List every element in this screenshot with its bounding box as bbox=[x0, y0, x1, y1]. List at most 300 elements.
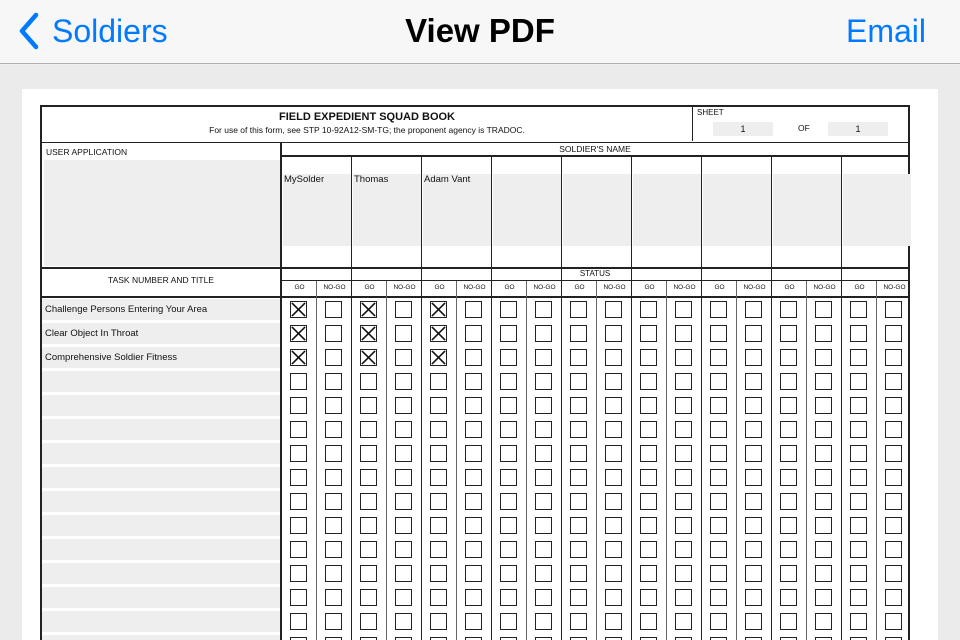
go-checkbox[interactable] bbox=[430, 493, 447, 510]
nogo-checkbox[interactable] bbox=[605, 541, 622, 558]
go-checkbox[interactable] bbox=[430, 445, 447, 462]
nogo-checkbox[interactable] bbox=[395, 589, 412, 606]
go-checkbox[interactable] bbox=[640, 349, 657, 366]
go-checkbox[interactable] bbox=[780, 493, 797, 510]
go-checkbox[interactable] bbox=[850, 397, 867, 414]
nogo-checkbox[interactable] bbox=[535, 301, 552, 318]
go-checkbox[interactable] bbox=[360, 397, 377, 414]
soldier-name-field[interactable] bbox=[563, 174, 631, 246]
nogo-checkbox[interactable] bbox=[325, 469, 342, 486]
task-title-field[interactable]: Clear Object In Throat bbox=[42, 323, 280, 344]
back-button-label: Soldiers bbox=[52, 12, 168, 49]
nogo-checkbox[interactable] bbox=[395, 349, 412, 366]
nogo-checkbox[interactable] bbox=[745, 517, 762, 534]
go-checkbox[interactable] bbox=[570, 421, 587, 438]
email-button[interactable]: Email bbox=[845, 12, 926, 49]
go-checkbox[interactable] bbox=[360, 589, 377, 606]
go-checkbox[interactable] bbox=[850, 613, 867, 630]
nogo-checkbox[interactable] bbox=[535, 517, 552, 534]
nogo-checkbox[interactable] bbox=[535, 349, 552, 366]
go-checkbox[interactable] bbox=[500, 469, 517, 486]
nogo-checkbox[interactable] bbox=[605, 301, 622, 318]
task-title-field[interactable] bbox=[42, 563, 280, 584]
nogo-checkbox[interactable] bbox=[535, 325, 552, 342]
nogo-checkbox[interactable] bbox=[745, 373, 762, 390]
nogo-checkbox[interactable] bbox=[325, 565, 342, 582]
go-checkbox[interactable] bbox=[430, 373, 447, 390]
go-checkbox[interactable] bbox=[430, 325, 447, 342]
go-checkbox[interactable] bbox=[640, 493, 657, 510]
go-checkbox[interactable] bbox=[360, 421, 377, 438]
go-checkbox[interactable] bbox=[290, 445, 307, 462]
go-checkbox[interactable] bbox=[290, 421, 307, 438]
go-checkbox[interactable] bbox=[640, 397, 657, 414]
nogo-checkbox[interactable] bbox=[605, 445, 622, 462]
go-checkbox[interactable] bbox=[850, 565, 867, 582]
nogo-checkbox[interactable] bbox=[745, 445, 762, 462]
nogo-checkbox[interactable] bbox=[815, 349, 832, 366]
nogo-checkbox[interactable] bbox=[885, 589, 902, 606]
nogo-checkbox[interactable] bbox=[815, 373, 832, 390]
page-title: View PDF bbox=[405, 12, 555, 49]
soldier-name-field[interactable] bbox=[773, 174, 841, 246]
go-label: GO bbox=[364, 284, 375, 291]
go-checkbox[interactable] bbox=[710, 589, 727, 606]
soldier-name-field[interactable] bbox=[843, 174, 911, 246]
nogo-checkbox[interactable] bbox=[395, 541, 412, 558]
soldier-name-field[interactable]: Thomas bbox=[353, 174, 421, 246]
go-checkbox[interactable] bbox=[500, 325, 517, 342]
nogo-checkbox[interactable] bbox=[395, 613, 412, 630]
go-checkbox[interactable] bbox=[640, 565, 657, 582]
nogo-checkbox[interactable] bbox=[465, 613, 482, 630]
go-checkbox[interactable] bbox=[640, 613, 657, 630]
task-title-field[interactable] bbox=[42, 587, 280, 608]
go-checkbox[interactable] bbox=[360, 517, 377, 534]
go-checkbox[interactable] bbox=[430, 301, 447, 318]
nogo-checkbox[interactable] bbox=[535, 493, 552, 510]
nogo-checkbox[interactable] bbox=[815, 613, 832, 630]
go-checkbox[interactable] bbox=[290, 301, 307, 318]
go-checkbox[interactable] bbox=[850, 325, 867, 342]
nogo-checkbox[interactable] bbox=[465, 517, 482, 534]
go-checkbox[interactable] bbox=[290, 325, 307, 342]
nogo-checkbox[interactable] bbox=[885, 373, 902, 390]
go-checkbox[interactable] bbox=[850, 421, 867, 438]
nogo-checkbox[interactable] bbox=[675, 493, 692, 510]
go-checkbox[interactable] bbox=[570, 397, 587, 414]
go-checkbox[interactable] bbox=[360, 469, 377, 486]
go-checkbox[interactable] bbox=[360, 445, 377, 462]
go-checkbox[interactable] bbox=[500, 301, 517, 318]
go-checkbox[interactable] bbox=[710, 421, 727, 438]
nogo-checkbox[interactable] bbox=[325, 349, 342, 366]
nogo-checkbox[interactable] bbox=[325, 421, 342, 438]
go-checkbox[interactable] bbox=[430, 349, 447, 366]
go-checkbox[interactable] bbox=[850, 349, 867, 366]
nogo-checkbox[interactable] bbox=[535, 469, 552, 486]
go-checkbox[interactable] bbox=[290, 565, 307, 582]
go-checkbox[interactable] bbox=[570, 325, 587, 342]
go-checkbox[interactable] bbox=[710, 493, 727, 510]
nogo-checkbox[interactable] bbox=[885, 301, 902, 318]
nogo-checkbox[interactable] bbox=[605, 349, 622, 366]
go-checkbox[interactable] bbox=[500, 397, 517, 414]
nogo-checkbox[interactable] bbox=[675, 613, 692, 630]
go-checkbox[interactable] bbox=[850, 493, 867, 510]
go-checkbox[interactable] bbox=[290, 493, 307, 510]
go-checkbox[interactable] bbox=[780, 301, 797, 318]
form-subtitle: For use of this form, see STP 10-92A12-SM-TG; the proponent agency is TRADOC. bbox=[209, 125, 525, 135]
go-checkbox[interactable] bbox=[850, 373, 867, 390]
nogo-checkbox[interactable] bbox=[885, 421, 902, 438]
nogo-checkbox[interactable] bbox=[325, 517, 342, 534]
nogo-checkbox[interactable] bbox=[465, 541, 482, 558]
nogo-checkbox[interactable] bbox=[675, 325, 692, 342]
go-checkbox[interactable] bbox=[360, 541, 377, 558]
go-checkbox[interactable] bbox=[290, 373, 307, 390]
nogo-checkbox[interactable] bbox=[675, 301, 692, 318]
nogo-checkbox[interactable] bbox=[465, 397, 482, 414]
divider bbox=[701, 155, 702, 640]
go-checkbox[interactable] bbox=[570, 373, 587, 390]
nogo-checkbox[interactable] bbox=[605, 325, 622, 342]
task-title-field[interactable]: Comprehensive Soldier Fitness bbox=[42, 347, 280, 368]
nogo-checkbox[interactable] bbox=[745, 469, 762, 486]
go-checkbox[interactable] bbox=[500, 589, 517, 606]
go-checkbox[interactable] bbox=[290, 541, 307, 558]
nogo-checkbox[interactable] bbox=[885, 565, 902, 582]
nogo-checkbox[interactable] bbox=[745, 397, 762, 414]
go-checkbox[interactable] bbox=[710, 517, 727, 534]
go-checkbox[interactable] bbox=[500, 565, 517, 582]
go-checkbox[interactable] bbox=[570, 445, 587, 462]
go-checkbox[interactable] bbox=[640, 541, 657, 558]
go-checkbox[interactable] bbox=[570, 541, 587, 558]
go-checkbox[interactable] bbox=[570, 493, 587, 510]
go-checkbox[interactable] bbox=[290, 469, 307, 486]
nogo-checkbox[interactable] bbox=[885, 469, 902, 486]
nogo-checkbox[interactable] bbox=[815, 397, 832, 414]
back-button[interactable] bbox=[14, 0, 168, 62]
go-checkbox[interactable] bbox=[710, 613, 727, 630]
nogo-checkbox[interactable] bbox=[815, 517, 832, 534]
nogo-checkbox[interactable] bbox=[535, 541, 552, 558]
go-checkbox[interactable] bbox=[780, 613, 797, 630]
go-checkbox[interactable] bbox=[780, 445, 797, 462]
go-checkbox[interactable] bbox=[710, 301, 727, 318]
go-checkbox[interactable] bbox=[500, 445, 517, 462]
go-checkbox[interactable] bbox=[570, 565, 587, 582]
nogo-checkbox[interactable] bbox=[325, 445, 342, 462]
go-checkbox[interactable] bbox=[640, 589, 657, 606]
nogo-checkbox[interactable] bbox=[675, 469, 692, 486]
nogo-checkbox[interactable] bbox=[535, 613, 552, 630]
nogo-checkbox[interactable] bbox=[885, 517, 902, 534]
soldier-name-field[interactable] bbox=[633, 174, 701, 246]
go-checkbox[interactable] bbox=[500, 613, 517, 630]
go-checkbox[interactable] bbox=[780, 421, 797, 438]
go-checkbox[interactable] bbox=[430, 541, 447, 558]
nogo-checkbox[interactable] bbox=[325, 301, 342, 318]
nogo-checkbox[interactable] bbox=[675, 445, 692, 462]
go-checkbox[interactable] bbox=[570, 301, 587, 318]
nogo-checkbox[interactable] bbox=[675, 541, 692, 558]
nogo-label: NO-GO bbox=[393, 284, 416, 291]
sheet-number-field[interactable]: 1 bbox=[713, 122, 773, 136]
go-checkbox[interactable] bbox=[780, 589, 797, 606]
nogo-checkbox[interactable] bbox=[395, 565, 412, 582]
go-checkbox[interactable] bbox=[290, 397, 307, 414]
nogo-checkbox[interactable] bbox=[605, 613, 622, 630]
nogo-checkbox[interactable] bbox=[605, 373, 622, 390]
go-checkbox[interactable] bbox=[430, 517, 447, 534]
go-checkbox[interactable] bbox=[780, 373, 797, 390]
nogo-checkbox[interactable] bbox=[605, 565, 622, 582]
nogo-checkbox[interactable] bbox=[885, 325, 902, 342]
nogo-checkbox[interactable] bbox=[325, 397, 342, 414]
go-checkbox[interactable] bbox=[640, 301, 657, 318]
divider bbox=[280, 143, 282, 640]
nogo-checkbox[interactable] bbox=[465, 421, 482, 438]
go-checkbox[interactable] bbox=[430, 469, 447, 486]
go-checkbox[interactable] bbox=[360, 301, 377, 318]
nogo-checkbox[interactable] bbox=[395, 445, 412, 462]
go-checkbox[interactable] bbox=[360, 493, 377, 510]
nogo-checkbox[interactable] bbox=[535, 445, 552, 462]
go-checkbox[interactable] bbox=[640, 325, 657, 342]
nogo-checkbox[interactable] bbox=[535, 421, 552, 438]
go-checkbox[interactable] bbox=[780, 565, 797, 582]
nogo-checkbox[interactable] bbox=[885, 613, 902, 630]
go-checkbox[interactable] bbox=[640, 469, 657, 486]
go-checkbox[interactable] bbox=[780, 541, 797, 558]
nogo-label: NO-GO bbox=[883, 284, 906, 291]
go-checkbox[interactable] bbox=[360, 565, 377, 582]
nogo-checkbox[interactable] bbox=[325, 373, 342, 390]
task-title-field[interactable] bbox=[42, 443, 280, 464]
nogo-checkbox[interactable] bbox=[745, 589, 762, 606]
nogo-checkbox[interactable] bbox=[745, 349, 762, 366]
nogo-checkbox[interactable] bbox=[885, 493, 902, 510]
pdf-viewer[interactable] bbox=[0, 65, 960, 640]
go-checkbox[interactable] bbox=[710, 565, 727, 582]
nogo-checkbox[interactable] bbox=[465, 469, 482, 486]
go-checkbox[interactable] bbox=[570, 613, 587, 630]
go-checkbox[interactable] bbox=[290, 517, 307, 534]
go-checkbox[interactable] bbox=[710, 541, 727, 558]
nogo-checkbox[interactable] bbox=[535, 565, 552, 582]
nogo-checkbox[interactable] bbox=[815, 421, 832, 438]
pdf-page bbox=[22, 89, 938, 640]
nogo-checkbox[interactable] bbox=[605, 397, 622, 414]
task-title-field[interactable]: Challenge Persons Entering Your Area bbox=[42, 299, 280, 320]
go-checkbox[interactable] bbox=[850, 589, 867, 606]
go-checkbox[interactable] bbox=[780, 397, 797, 414]
soldier-name-field[interactable] bbox=[703, 174, 771, 246]
go-checkbox[interactable] bbox=[430, 421, 447, 438]
go-checkbox[interactable] bbox=[570, 589, 587, 606]
go-checkbox[interactable] bbox=[640, 421, 657, 438]
nogo-checkbox[interactable] bbox=[675, 373, 692, 390]
nogo-checkbox[interactable] bbox=[675, 349, 692, 366]
nogo-checkbox[interactable] bbox=[605, 589, 622, 606]
go-checkbox[interactable] bbox=[710, 325, 727, 342]
x-mark-icon bbox=[431, 350, 446, 365]
user-application-field[interactable] bbox=[44, 160, 280, 266]
go-checkbox[interactable] bbox=[500, 541, 517, 558]
go-checkbox[interactable] bbox=[570, 349, 587, 366]
task-title-field[interactable] bbox=[42, 491, 280, 512]
go-checkbox[interactable] bbox=[290, 613, 307, 630]
go-checkbox[interactable] bbox=[570, 469, 587, 486]
go-checkbox[interactable] bbox=[290, 349, 307, 366]
nogo-checkbox[interactable] bbox=[745, 301, 762, 318]
nogo-checkbox[interactable] bbox=[395, 517, 412, 534]
nogo-checkbox[interactable] bbox=[745, 565, 762, 582]
nogo-checkbox[interactable] bbox=[325, 541, 342, 558]
nogo-checkbox[interactable] bbox=[885, 445, 902, 462]
nogo-checkbox[interactable] bbox=[465, 301, 482, 318]
soldier-name-field[interactable]: Adam Vant bbox=[423, 174, 491, 246]
nogo-checkbox[interactable] bbox=[395, 397, 412, 414]
go-checkbox[interactable] bbox=[500, 493, 517, 510]
nogo-checkbox[interactable] bbox=[675, 517, 692, 534]
divider bbox=[386, 281, 387, 640]
task-title-field[interactable] bbox=[42, 371, 280, 392]
go-checkbox[interactable] bbox=[290, 589, 307, 606]
nogo-checkbox[interactable] bbox=[395, 469, 412, 486]
nogo-checkbox[interactable] bbox=[465, 445, 482, 462]
go-checkbox[interactable] bbox=[500, 349, 517, 366]
go-checkbox[interactable] bbox=[850, 517, 867, 534]
nogo-checkbox[interactable] bbox=[395, 325, 412, 342]
go-checkbox[interactable] bbox=[360, 613, 377, 630]
nogo-checkbox[interactable] bbox=[465, 325, 482, 342]
nogo-checkbox[interactable] bbox=[745, 541, 762, 558]
nogo-checkbox[interactable] bbox=[395, 301, 412, 318]
go-checkbox[interactable] bbox=[430, 397, 447, 414]
go-checkbox[interactable] bbox=[500, 517, 517, 534]
nogo-checkbox[interactable] bbox=[535, 589, 552, 606]
soldier-name-field[interactable] bbox=[493, 174, 561, 246]
divider bbox=[42, 296, 908, 298]
nogo-checkbox[interactable] bbox=[815, 301, 832, 318]
go-checkbox[interactable] bbox=[430, 589, 447, 606]
nogo-checkbox[interactable] bbox=[885, 397, 902, 414]
go-checkbox[interactable] bbox=[850, 301, 867, 318]
nogo-checkbox[interactable] bbox=[465, 565, 482, 582]
x-mark-icon bbox=[291, 350, 306, 365]
go-checkbox[interactable] bbox=[430, 565, 447, 582]
go-checkbox[interactable] bbox=[710, 349, 727, 366]
go-checkbox[interactable] bbox=[780, 517, 797, 534]
nogo-checkbox[interactable] bbox=[535, 397, 552, 414]
nogo-checkbox[interactable] bbox=[395, 421, 412, 438]
form-title: FIELD EXPEDIENT SQUAD BOOK bbox=[278, 111, 456, 123]
go-checkbox[interactable] bbox=[780, 349, 797, 366]
go-checkbox[interactable] bbox=[360, 349, 377, 366]
task-title-field[interactable] bbox=[42, 539, 280, 560]
task-title-field[interactable] bbox=[42, 611, 280, 632]
nogo-checkbox[interactable] bbox=[325, 589, 342, 606]
go-checkbox[interactable] bbox=[360, 373, 377, 390]
nogo-checkbox[interactable] bbox=[745, 613, 762, 630]
nogo-checkbox[interactable] bbox=[325, 613, 342, 630]
go-checkbox[interactable] bbox=[500, 421, 517, 438]
sheet-total-field[interactable]: 1 bbox=[828, 122, 888, 136]
divider bbox=[282, 280, 908, 281]
soldier-name-field[interactable]: MySolder bbox=[283, 174, 351, 246]
nogo-checkbox[interactable] bbox=[745, 421, 762, 438]
go-checkbox[interactable] bbox=[710, 445, 727, 462]
nogo-checkbox[interactable] bbox=[605, 421, 622, 438]
task-title-field[interactable] bbox=[42, 635, 280, 640]
nogo-checkbox[interactable] bbox=[885, 349, 902, 366]
nogo-checkbox[interactable] bbox=[605, 493, 622, 510]
go-checkbox[interactable] bbox=[780, 325, 797, 342]
go-checkbox[interactable] bbox=[780, 469, 797, 486]
go-checkbox[interactable] bbox=[850, 541, 867, 558]
nogo-checkbox[interactable] bbox=[395, 373, 412, 390]
nogo-checkbox[interactable] bbox=[325, 325, 342, 342]
nogo-checkbox[interactable] bbox=[465, 373, 482, 390]
nogo-checkbox[interactable] bbox=[815, 445, 832, 462]
go-checkbox[interactable] bbox=[360, 325, 377, 342]
nogo-checkbox[interactable] bbox=[465, 493, 482, 510]
nogo-checkbox[interactable] bbox=[325, 493, 342, 510]
go-checkbox[interactable] bbox=[570, 517, 587, 534]
divider bbox=[526, 281, 527, 640]
nogo-checkbox[interactable] bbox=[675, 589, 692, 606]
nogo-checkbox[interactable] bbox=[815, 325, 832, 342]
nogo-checkbox[interactable] bbox=[605, 517, 622, 534]
divider bbox=[666, 281, 667, 640]
nogo-checkbox[interactable] bbox=[605, 469, 622, 486]
go-checkbox[interactable] bbox=[710, 373, 727, 390]
nogo-checkbox[interactable] bbox=[745, 493, 762, 510]
task-title-field[interactable] bbox=[42, 395, 280, 416]
go-checkbox[interactable] bbox=[850, 469, 867, 486]
go-checkbox[interactable] bbox=[640, 517, 657, 534]
go-checkbox[interactable] bbox=[710, 397, 727, 414]
go-checkbox[interactable] bbox=[640, 373, 657, 390]
nogo-checkbox[interactable] bbox=[535, 373, 552, 390]
go-checkbox[interactable] bbox=[430, 613, 447, 630]
nogo-checkbox[interactable] bbox=[815, 589, 832, 606]
nogo-checkbox[interactable] bbox=[885, 541, 902, 558]
go-checkbox[interactable] bbox=[500, 373, 517, 390]
nogo-checkbox[interactable] bbox=[815, 541, 832, 558]
nogo-checkbox[interactable] bbox=[675, 397, 692, 414]
go-checkbox[interactable] bbox=[710, 469, 727, 486]
nogo-checkbox[interactable] bbox=[675, 421, 692, 438]
task-title-field[interactable] bbox=[42, 515, 280, 536]
nogo-checkbox[interactable] bbox=[465, 349, 482, 366]
nogo-checkbox[interactable] bbox=[675, 565, 692, 582]
nogo-checkbox[interactable] bbox=[815, 565, 832, 582]
nogo-checkbox[interactable] bbox=[465, 589, 482, 606]
task-title-field[interactable] bbox=[42, 419, 280, 440]
nogo-checkbox[interactable] bbox=[815, 493, 832, 510]
task-title-field[interactable] bbox=[42, 467, 280, 488]
nogo-checkbox[interactable] bbox=[745, 325, 762, 342]
nogo-checkbox[interactable] bbox=[395, 493, 412, 510]
go-checkbox[interactable] bbox=[850, 445, 867, 462]
go-checkbox[interactable] bbox=[640, 445, 657, 462]
nogo-checkbox[interactable] bbox=[815, 469, 832, 486]
go-label: GO bbox=[644, 284, 655, 291]
